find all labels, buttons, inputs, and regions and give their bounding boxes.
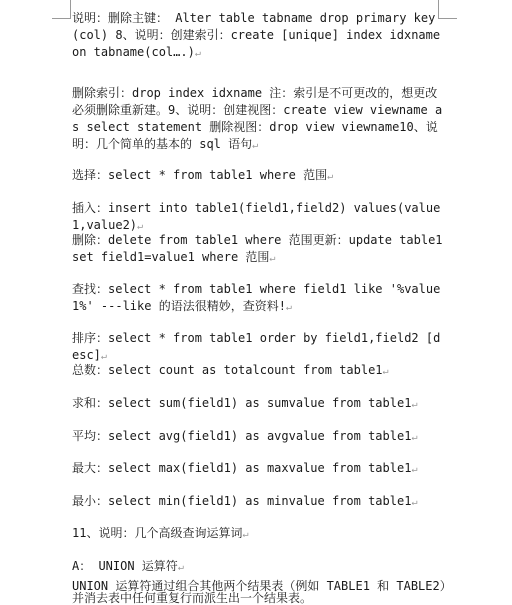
paragraph-mark-icon: ↵ — [411, 399, 418, 410]
paragraph-text: 删除索引：drop index idxname 注：索引是不可更改的，想更改必须删除重新建。9、说明：创建视图：create view viewname as select statement 删除视图：drop view viewname10、说明：几个简单的基本的 sql 语句 — [72, 86, 443, 151]
paragraph — [72, 232, 450, 267]
paragraph-mark-icon: ↵ — [100, 351, 107, 362]
paragraph — [72, 525, 444, 543]
paragraph — [72, 330, 444, 365]
paragraph-mark-icon: ↵ — [411, 464, 418, 475]
paragraph — [72, 493, 444, 511]
paragraph-mark-icon: ↵ — [269, 253, 276, 264]
paragraph-mark-icon: ↵ — [137, 221, 144, 232]
paragraph — [72, 281, 444, 316]
paragraph-text: 最小：select min(field1) as minvalue from table1 — [72, 494, 412, 508]
paragraph-mark-icon: ↵ — [327, 171, 334, 182]
paragraph-mark-icon: ↵ — [285, 302, 292, 313]
paragraph-text: A： UNION 运算符 — [72, 559, 178, 573]
paragraph — [72, 428, 444, 446]
paragraph-mark-icon: ↵ — [177, 562, 184, 573]
paragraph-text: 排序：select * from table1 order by field1,field2 [desc] — [72, 331, 441, 362]
paragraph-text: 11、说明：几个高级查询运算词 — [72, 526, 243, 540]
paragraph — [72, 395, 444, 413]
paragraph-text: 选择：select * from table1 where 范围 — [72, 168, 328, 182]
cut-off-line — [72, 579, 462, 605]
paragraph-mark-icon: ↵ — [411, 497, 418, 508]
paragraph — [72, 200, 444, 235]
paragraph — [72, 167, 444, 185]
paragraph-mark-icon: ↵ — [252, 140, 259, 151]
paragraph-mark-icon: ↵ — [382, 366, 389, 377]
paragraph — [72, 10, 448, 62]
paragraph-text: 总数：select count as totalcount from table1 — [72, 363, 383, 377]
paragraph-text: 说明：删除主键： Alter table tabname drop primary key(col) 8、说明：创建索引：create [unique] index idxname on tabname(col….) — [72, 11, 448, 59]
paragraph-mark-icon: ↵ — [242, 529, 249, 540]
page-corner-mark-left — [52, 0, 71, 19]
paragraph-mark-icon: ↵ — [411, 432, 418, 443]
paragraph — [72, 362, 444, 380]
paragraph-text: 查找：select * from table1 where field1 like '%value1%' ---like 的语法很精妙，查资料! — [72, 282, 441, 313]
paragraph-text: 删除：delete from table1 where 范围更新：update table1 set field1=value1 where 范围 — [72, 233, 450, 264]
paragraph — [72, 558, 444, 576]
paragraph — [72, 85, 444, 154]
paragraph-text: 平均：select avg(field1) as avgvalue from table1 — [72, 429, 412, 443]
cut-off-line-text: UNION 运算符通过组合其他两个结果表（例如 TABLE1 和 TABLE2）并消去表中任何重复行而派生出一个结果表。 — [72, 579, 452, 605]
paragraph-text: 最大：select max(field1) as maxvalue from table1 — [72, 461, 412, 475]
paragraph-text: 插入：insert into table1(field1,field2) values(value1,value2) — [72, 201, 441, 232]
paragraph-mark-icon: ↵ — [194, 48, 201, 59]
paragraph — [72, 460, 444, 478]
paragraph-text: 求和：select sum(field1) as sumvalue from table1 — [72, 396, 412, 410]
